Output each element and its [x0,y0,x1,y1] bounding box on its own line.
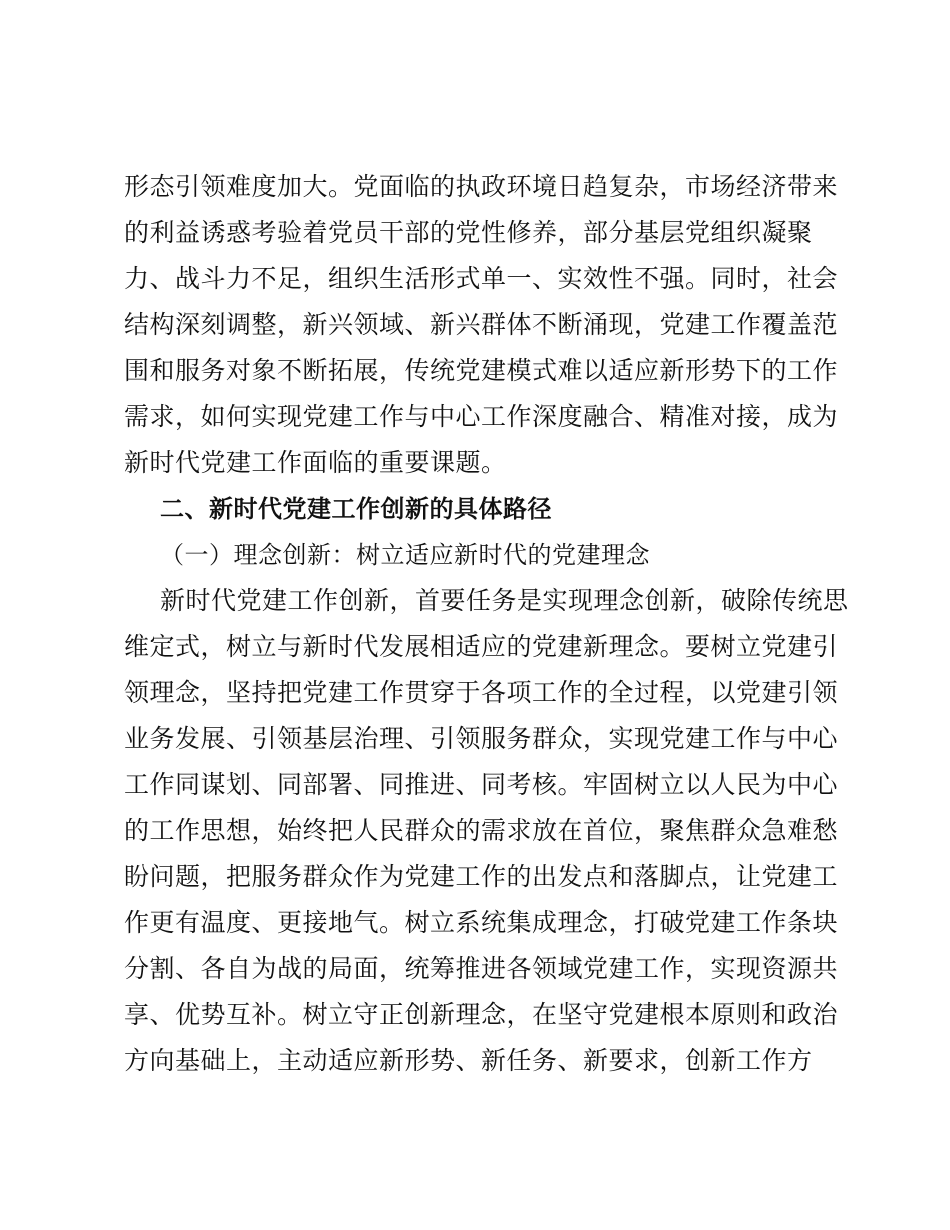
paragraph-line: 的工作思想，始终把人民群众的需求放在首位，聚焦群众急难愁 [124,816,839,845]
paragraph-line: 作更有温度、更接地气。树立系统集成理念，打破党建工作条块 [124,908,839,937]
paragraph-line: 围和服务对象不断拓展，传统党建模式难以适应新形势下的工作 [124,356,839,385]
paragraph-line: 业务发展、引领基层治理、引领服务群众，实现党建工作与中心 [124,724,839,753]
paragraph-line: 维定式，树立与新时代发展相适应的党建新理念。要树立党建引 [124,632,839,661]
paragraph-line: 新时代党建工作面临的重要课题。 [124,448,507,477]
paragraph-line: 分割、各自为战的局面，统筹推进各领域党建工作，实现资源共 [124,954,839,983]
section-heading: 二、新时代党建工作创新的具体路径 [160,495,552,523]
paragraph-line: 盼问题，把服务群众作为党建工作的出发点和落脚点，让党建工 [124,862,839,891]
paragraph-line: 新时代党建工作创新，首要任务是实现理念创新，破除传统思 [160,586,849,615]
paragraph-line: 享、优势互补。树立守正创新理念，在坚守党建根本原则和政治 [124,1000,839,1029]
paragraph-line: 力、战斗力不足，组织生活形式单一、实效性不强。同时，社会 [124,264,839,293]
paragraph-line: 方向基础上，主动适应新形势、新任务、新要求，创新工作方 [124,1046,813,1075]
paragraph-line: 需求，如何实现党建工作与中心工作深度融合、精准对接，成为 [124,402,839,431]
paragraph-line: 结构深刻调整，新兴领域、新兴群体不断涌现，党建工作覆盖范 [124,310,839,339]
paragraph-line: 工作同谋划、同部署、同推进、同考核。牢固树立以人民为中心 [124,770,839,799]
subsection-heading: （一）理念创新：树立适应新时代的党建理念 [160,541,650,569]
paragraph-line: 形态引领难度加大。党面临的执政环境日趋复杂，市场经济带来 [124,172,839,201]
paragraph-line: 的利益诱惑考验着党员干部的党性修养，部分基层党组织凝聚 [124,218,813,247]
paragraph-line: 领理念，坚持把党建工作贯穿于各项工作的全过程，以党建引领 [124,678,839,707]
